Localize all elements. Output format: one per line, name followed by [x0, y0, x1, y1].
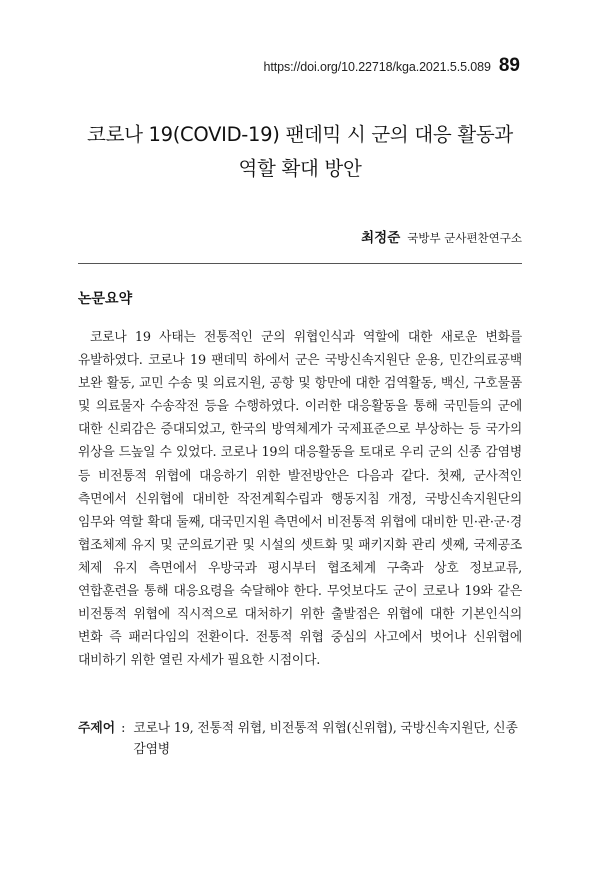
- abstract-heading: 논문요약: [78, 291, 133, 307]
- author-affiliation: 국방부 군사편찬연구소: [407, 231, 522, 245]
- keywords-block: [78, 718, 522, 760]
- section-divider: [78, 263, 522, 264]
- running-header: [264, 55, 520, 77]
- paper-title: [40, 118, 560, 186]
- abstract-body: 코로나 19 사태는 전통적인 군의 위협인식과 역할에 대한 새로운 변화를 유발하였다. 코로나 19 팬데믹 하에서 군은 국방신속지원단 운용, 민간의료공백 보완 활동, 교민 수송 및 의료지원, 공항 및 항만에 대한 검역활동, 백신, 구호물품 및 의료물자 수송작전 등을 수행하였다. 이러한 대응활동을 통해 국민들의 군에 대한 신뢰감은 증대되었고, 한국의 방역체계가 국제표준으로 부상하는 등 국가의 위상을 드높일 수 있었다. 코로나 19의 대응활동을 토대로 우리 군의 신종 감염병 등 비전통적 위협에 대응하기 위한 발전방안은 다음과 같다. 첫째, 군사적인 측면에서 신위협에 대비한 작전계획수립과 행동지침 개정, 국방신속지원단의 임무와 역할 확대 둘째, 대국민지원 측면에서 비전통적 위협에 대비한 민·관·군·경 협조체제 유지 및 군의료기관 및 시설의 셋트화 및 패키지화 관리 셋째, 국제공조 체제 유지 측면에서 우방국과 평시부터 협조체계 구축과 상호 정보교류, 연합훈련을 통해 대응요령을 숙달해야 한다. 무엇보다도 군이 코로나 19와 같은 비전통적 위협에 직시적으로 대처하기 위한 출발점은 위협에 대한 기본인식의 변화 즉 패러다임의 전환이다. 전통적 위협 중심의 사고에서 벗어나 신위협에 대비하기 위한 열린 자세가 필요한 시점이다.: [78, 330, 522, 669]
- paper-title-line-1: 코로나 19(COVID-19) 팬데믹 시 군의 대응 활동과: [87, 123, 513, 146]
- doi-link[interactable]: https://doi.org/10.22718/kga.2021.5.5.089: [263, 60, 491, 74]
- keywords-separator: :: [121, 721, 126, 736]
- keywords-label: 주제어: [78, 721, 116, 736]
- keywords-text: 코로나 19, 전통적 위협, 비전통적 위협(신위협), 국방신속지원단, 신종 감염병: [133, 721, 518, 757]
- page-number: 89: [498, 55, 520, 76]
- author-name: 최정준: [361, 230, 401, 246]
- paper-title-line-2: 역할 확대 방안: [238, 157, 362, 180]
- author-block: [361, 226, 522, 246]
